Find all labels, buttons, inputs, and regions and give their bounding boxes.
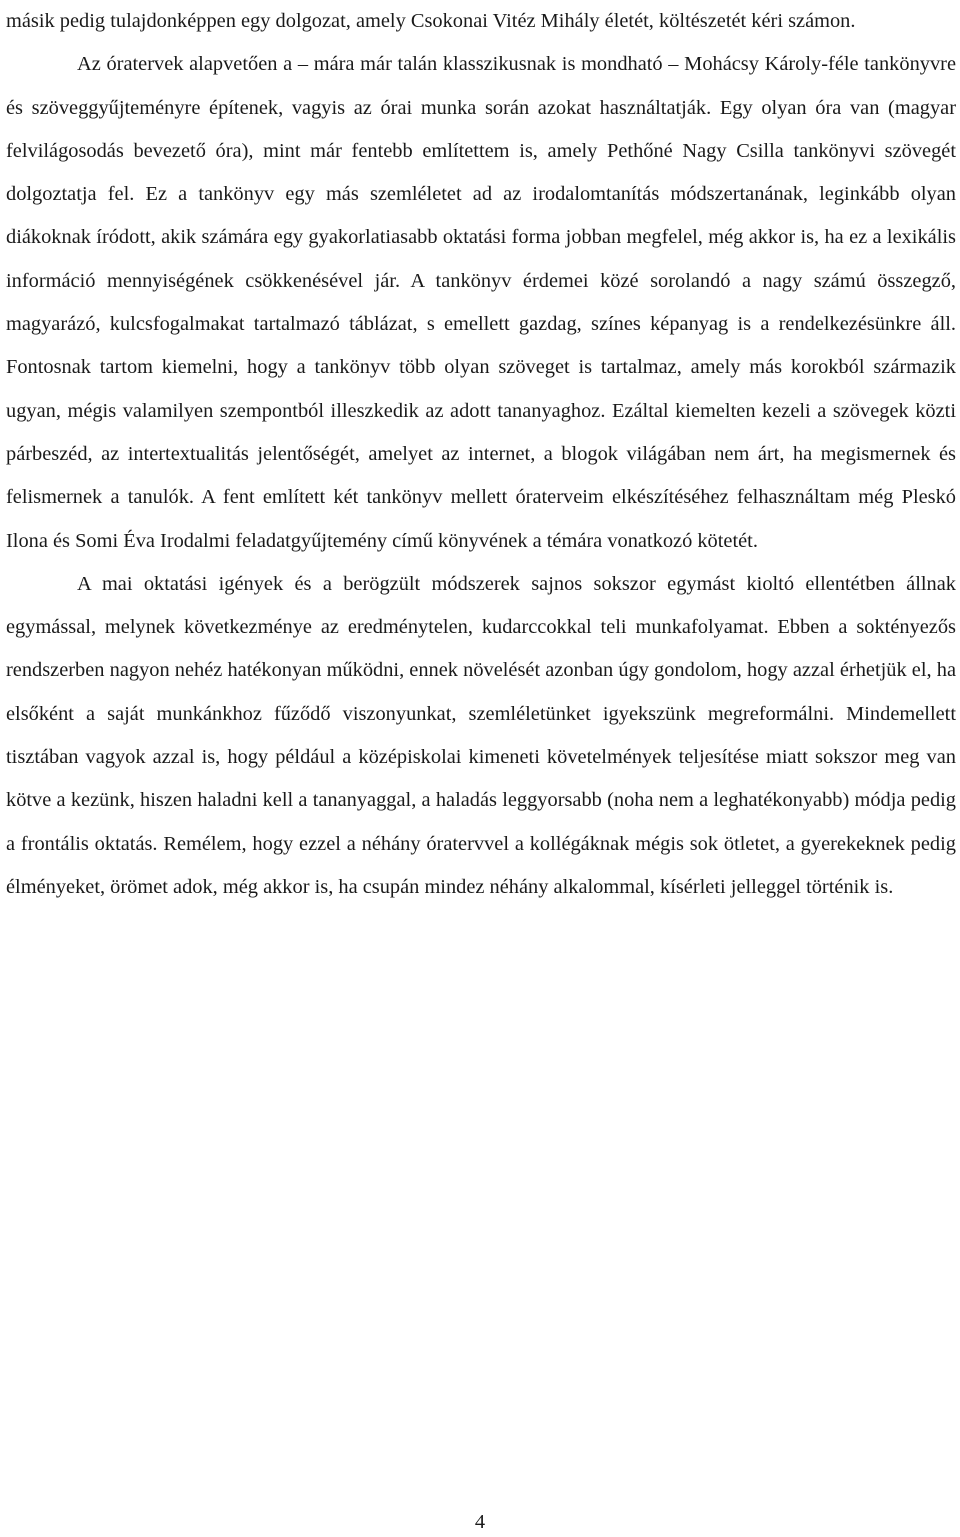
paragraph-textbooks: Az óratervek alapvetően a – mára már talán klasszikusnak is mondható – Mohácsy Károly-féle tankönyvre és szöveggyűjteményre építenek, vagyis az órai munka során azokat használtatják. Egy olyan óra van (magyar felvilágosodás bevezető óra), mint már fentebb említettem is, amely Pethőné Nagy Csilla tankönyvi szövegét dolgoztatja fel. Ez a tankönyv egy más szemléletet ad az irodalomtanítás módszertanának, leginkább olyan diákoknak íródott, akik számára egy gyakorlatiasabb oktatási forma jobban megfelel, még akkor is, ha ez a lexikális információ mennyiségének csökkenésével jár. A tankönyv érdemei közé sorolandó a nagy számú összegző, magyarázó, kulcsfogalmakat tartalmazó táblázat, s emellett gazdag, színes képanyag is a rendelkezésünkre áll. Fontosnak tartom kiemelni, hogy a tankönyv több olyan szöveget is tartalmaz, amely más korokból származik ugyan, mégis valamilyen szempontból illeszkedik az adott tananyaghoz. Ezáltal kiemelten kezeli a szövegek közti párbeszéd, az intertextualitás jelentőségét, amelyet az internet, a blogok világában nem árt, ha megismernek és felismernek a tanulók. A fent említett két tankönyv mellett óraterveim elkészítéséhez felhasználtam még Pleskó Ilona és Somi Éva Irodalmi feladatgyűjtemény című könyvének a témára vonatkozó kötetét.: [6, 53, 956, 552]
document-page: [6, 0, 956, 909]
page-number: 4: [474, 1511, 486, 1533]
paragraph-continuation: másik pedig tulajdonképpen egy dolgozat, amely Csokonai Vitéz Mihály életét, költészetét kéri számon.: [6, 10, 856, 32]
paragraph-teaching-methods: A mai oktatási igények és a berögzült módszerek sajnos sokszor egymást kioltó ellentétben állnak egymással, melynek következménye az eredménytelen, kudarccokkal teli munkafolyamat. Ebben a soktényezős rendszerben nagyon nehéz hatékonyan működni, ennek növelését azonban úgy gondolom, hogy azzal érhetjük el, ha elsőként a saját munkánkhoz fűződő viszonyunkat, szemléletünket igyekszünk megreformálni. Mindemellett tisztában vagyok azzal is, hogy például a középiskolai kimeneti követelmények teljesítése miatt sokszor meg van kötve a kezünk, hiszen haladni kell a tananyaggal, a haladás leggyorsabb (noha nem a leghatékonyabb) módja pedig a frontális oktatás. Remélem, hogy ezzel a néhány óratervvel a kollégáknak mégis sok ötletet, a gyerekeknek pedig élményeket, örömet adok, még akkor is, ha csupán mindez néhány alkalommal, kísérleti jelleggel történik is.: [6, 572, 956, 898]
